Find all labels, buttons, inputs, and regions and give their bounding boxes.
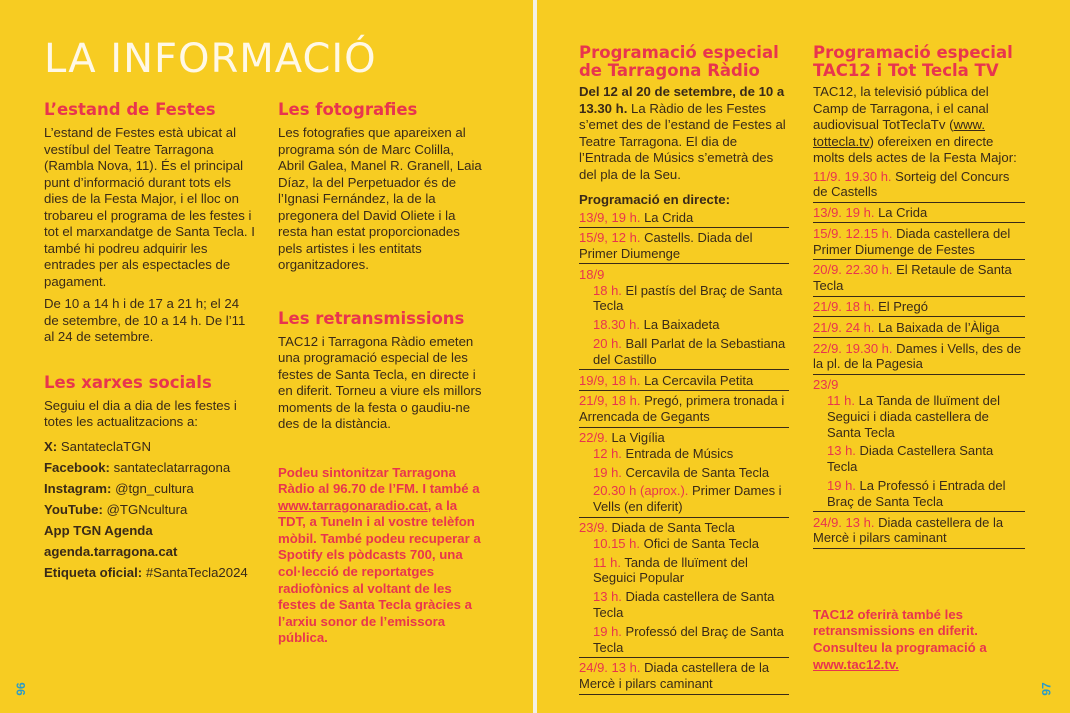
program-day-group xyxy=(579,430,789,517)
tv-heading-line2: TAC12 i Tot Tecla TV xyxy=(813,61,999,80)
program-item xyxy=(579,393,789,427)
event-time: 15/9, 12 h. xyxy=(579,230,641,246)
event-title: Sorteig del Concurs de Castells xyxy=(813,168,1010,200)
event-title: Diada castellera del Primer Diumenge de Festes xyxy=(813,225,1011,257)
program-sub-item xyxy=(579,536,789,552)
program-item xyxy=(813,205,1025,223)
program-item xyxy=(813,299,1025,317)
program-entry xyxy=(579,660,789,692)
social-item[interactable] xyxy=(44,544,256,561)
program-day xyxy=(579,430,789,446)
program-item xyxy=(813,320,1025,338)
event-time: 11 h. xyxy=(593,554,621,570)
radio-website-link[interactable]: www.tarragonaradio.cat xyxy=(278,497,428,513)
event-time: 23/9 xyxy=(813,377,839,393)
event-title: El Pregó xyxy=(874,299,928,315)
event-title: Ofici de Santa Tecla xyxy=(640,535,759,551)
program-item xyxy=(813,341,1025,375)
social-label: App TGN Agenda xyxy=(44,522,153,538)
social-label: agenda.tarragona.cat xyxy=(44,543,178,559)
event-title: Entrada de Músics xyxy=(621,445,734,461)
program-sub-item xyxy=(579,465,789,481)
section-heading-estand: L’estand de Festes xyxy=(44,100,216,119)
social-item[interactable] xyxy=(44,502,256,519)
event-time: 13/9, 19 h. xyxy=(579,209,641,225)
social-label: Instagram: xyxy=(44,480,112,496)
social-value: @TGNcultura xyxy=(102,501,188,517)
event-time: 15/9. 12.15 h. xyxy=(813,225,893,241)
radio-heading-line2: de Tarragona Ràdio xyxy=(579,61,760,80)
program-entry xyxy=(579,393,789,425)
program-sub-item xyxy=(579,624,789,656)
event-title: La Baixada de l’Àliga xyxy=(874,319,1000,335)
program-entry xyxy=(813,320,1025,336)
social-label: Facebook: xyxy=(44,459,110,475)
program-day-group xyxy=(579,520,789,658)
event-title: Diada Castellera Santa Tecla xyxy=(827,443,994,475)
program-sub-item xyxy=(579,555,789,587)
tv-program-list xyxy=(813,169,1025,549)
tv-intro xyxy=(813,84,1025,167)
tv-heading-line1: Programació especial xyxy=(813,43,1013,62)
social-value: santateclatarragona xyxy=(109,459,231,475)
page-number-left: 96 xyxy=(13,682,28,696)
program-sub-item xyxy=(579,589,789,621)
program-entry xyxy=(813,299,1025,315)
program-sub-item xyxy=(579,446,789,462)
program-entry xyxy=(813,515,1025,547)
event-time: 24/9. 13 h. xyxy=(813,514,875,530)
estand-hours: De 10 a 14 h i de 17 a 21 h; el 24 de setembre, de 10 a 14 h. De l’11 al 24 de setembre. xyxy=(44,296,246,344)
middle-column xyxy=(278,101,483,647)
event-title: Cercavila de Santa Tecla xyxy=(621,464,770,480)
section-heading-retransmissions: Les retransmissions xyxy=(278,308,465,328)
event-title: La Baixadeta xyxy=(640,317,720,333)
radio-promo-text: Podeu sintonitzar Tarragona Ràdio al 96.70 de l’FM. I també a xyxy=(278,464,480,497)
left-page xyxy=(0,0,533,713)
event-time: 19/9, 18 h. xyxy=(579,372,641,388)
left-column xyxy=(44,101,256,586)
event-time: 18.30 h. xyxy=(593,317,640,333)
program-sub-item xyxy=(579,283,789,315)
social-label: Etiqueta oficial: xyxy=(44,564,143,580)
event-title: La Vigília xyxy=(607,430,665,446)
event-title: Primer Dames i Vells (en diferit) xyxy=(593,483,782,515)
program-sub-item xyxy=(813,443,1025,475)
tottecla-link[interactable]: www. tottecla.tv xyxy=(813,117,986,149)
radio-column xyxy=(579,44,789,697)
event-time: 19 h. xyxy=(827,478,856,494)
tv-column xyxy=(813,44,1025,673)
event-time: 22/9. xyxy=(579,430,608,446)
program-entry xyxy=(813,169,1025,201)
social-list xyxy=(44,439,256,582)
event-title: El Retaule de Santa Tecla xyxy=(813,262,1012,294)
event-time: 18/9 xyxy=(579,266,605,282)
radio-heading-line1: Programació especial xyxy=(579,43,779,62)
program-entry xyxy=(579,373,789,389)
event-title: Castells. Diada del Primer Diumenge xyxy=(579,230,753,262)
program-entry xyxy=(579,210,789,226)
event-title: La Tanda de lluïment del Seguici i diada castellera de Santa Tecla xyxy=(827,393,1000,440)
event-time: 18 h. xyxy=(593,282,622,298)
section-heading-xarxes: Les xarxes socials xyxy=(44,372,212,392)
program-item xyxy=(579,230,789,264)
social-item[interactable] xyxy=(44,523,256,540)
social-value: SantateclaTGN xyxy=(57,438,152,454)
radio-promo xyxy=(278,465,483,648)
program-day xyxy=(579,520,789,536)
event-title: Diada castellera de Santa Tecla xyxy=(593,589,775,621)
program-item xyxy=(579,373,789,391)
section-heading-fotografies: Les fotografies xyxy=(278,100,418,119)
estand-paragraph: L’estand de Festes està ubicat al vestíbul del Teatre Tarragona (Rambla Nova, 11). És el principal punt d’informació durant tots els dies de la Festa Major, i el lloc on trobareu el programa de les festes i tot el marxandatge de Santa Tecla. I també hi podreu adquirir les entrades per als espectacles de pagament. xyxy=(44,125,255,289)
program-item xyxy=(813,169,1025,203)
program-entry xyxy=(579,230,789,262)
program-entry xyxy=(813,262,1025,294)
event-time: 12 h. xyxy=(593,445,622,461)
page-number-right: 97 xyxy=(1039,682,1054,696)
event-time: 13 h. xyxy=(827,443,856,459)
event-title: Diada castellera de la Mercè i pilars caminant xyxy=(813,514,1004,546)
tv-note xyxy=(813,607,1025,673)
radio-intro-text: La Ràdio de les Festes s’emet des de l’estand de Festes al Teatre Tarragona. El dia de l’Entrada de Músics s’emetrà des del pla de la Seu. xyxy=(579,100,786,182)
event-time: 22/9. 19.30 h. xyxy=(813,340,893,356)
program-item xyxy=(813,262,1025,296)
program-sub-item xyxy=(579,483,789,515)
event-title: Ball Parlat de la Sebastiana del Castillo xyxy=(593,336,786,367)
event-title: Dames i Vells, des de la pl. de la Pagesia xyxy=(813,340,1022,372)
event-time: 20.30 h (aprox.). xyxy=(593,483,689,499)
program-entry xyxy=(813,341,1025,373)
program-day xyxy=(813,377,1025,393)
event-title: Diada castellera de la Mercè i pilars caminant xyxy=(579,660,770,692)
radio-promo-text-after: , a la TDT, a TuneIn i al vostre telèfon mòbil. També podeu recuperar a Spotify els pòdcasts 700, una col·lecció de reportatges radiofònics al voltant de les festes de Santa Tecla gràcies a l’arxiu sonor de l’emissora pública. xyxy=(278,497,481,646)
tv-note-text: TAC12 oferirà també les retransmissions en diferit. Consulteu la programació a xyxy=(813,606,987,655)
program-item xyxy=(579,210,789,228)
social-label: X: xyxy=(44,438,58,454)
program-day-group xyxy=(813,377,1025,512)
event-time: 19 h. xyxy=(593,623,622,639)
event-time: 24/9. 13 h. xyxy=(579,660,641,676)
event-time: 21/9. 24 h. xyxy=(813,319,875,335)
radio-program-list xyxy=(579,210,789,695)
event-time: 10.15 h. xyxy=(593,535,640,551)
event-title: Pregó, primera tronada i Arrencada de Gegants xyxy=(579,393,785,425)
program-day-group xyxy=(579,267,789,370)
event-time: 23/9. xyxy=(579,520,608,536)
event-title: El pastís del Braç de Santa Tecla xyxy=(593,282,783,314)
event-time: 21/9, 18 h. xyxy=(579,393,641,409)
event-title: La Professó i Entrada del Braç de Santa Tecla xyxy=(827,478,1006,509)
program-item xyxy=(813,226,1025,260)
event-time: 13/9. 19 h. xyxy=(813,205,875,221)
radio-intro-bold: Del 12 al 20 de setembre, de 10 a 13.30 h. xyxy=(579,84,785,116)
social-value: #SantaTecla2024 xyxy=(142,564,248,580)
event-time: 11/9. 19.30 h. xyxy=(813,168,892,184)
tac12-link[interactable]: www.tac12.tv. xyxy=(813,656,899,672)
program-sub-item xyxy=(579,317,789,333)
event-time: 11 h. xyxy=(827,393,855,409)
event-title: La Crida xyxy=(640,209,694,225)
event-time: 13 h. xyxy=(593,589,622,605)
social-item[interactable] xyxy=(44,460,256,477)
event-time: 20/9. 22.30 h. xyxy=(813,262,893,278)
radio-intro xyxy=(579,84,789,183)
event-time: 20 h. xyxy=(593,336,622,352)
retransmissions-paragraph: TAC12 i Tarragona Ràdio emeten una programació especial de les festes de Santa Tecla, en directe i en diferit. Torneu a viure els millors moments de la festa o gaudiu-ne des de la distància. xyxy=(278,333,482,431)
event-time: 21/9. 18 h. xyxy=(813,299,875,315)
event-title: La Crida xyxy=(874,205,928,221)
event-time: 19 h. xyxy=(593,464,622,480)
live-heading: Programació en directe: xyxy=(579,192,730,207)
right-page xyxy=(537,0,1070,713)
xarxes-intro: Seguiu el dia a dia de les festes i totes les actualitzacions a: xyxy=(44,397,237,429)
fotografies-paragraph: Les fotografies que apareixen al programa són de Marc Colilla, Abril Galea, Manel R. Granell, Laia Díaz, la del Perpetuador és de l’Ignasi Fernández, la de la pregonera del David Oliete i la resta han estat proporcionades pels artistes i les entitats organitzadores. xyxy=(278,125,482,272)
section-heading-tv xyxy=(813,44,1025,80)
program-entry xyxy=(813,226,1025,258)
program-day xyxy=(579,267,789,283)
event-title: La Cercavila Petita xyxy=(640,372,754,388)
program-item xyxy=(813,515,1025,549)
social-item[interactable] xyxy=(44,565,256,582)
program-sub-item xyxy=(813,478,1025,510)
social-item[interactable] xyxy=(44,481,256,498)
event-title: Tanda de lluïment del Seguici Popular xyxy=(593,554,748,586)
program-sub-item xyxy=(579,336,789,368)
program-item xyxy=(579,660,789,694)
section-heading-radio xyxy=(579,44,789,80)
program-entry xyxy=(813,205,1025,221)
event-title: Diada de Santa Tecla xyxy=(607,520,735,536)
tv-intro-text-after: ) ofereixen en directe molts dels actes de la Festa Major: xyxy=(813,133,1017,165)
social-label: YouTube: xyxy=(44,501,103,517)
tv-intro-text: TAC12, la televisió pública del Camp de Tarragona, i el canal audiovisual TotTeclaTv ( xyxy=(813,84,989,132)
program-sub-item xyxy=(813,393,1025,440)
page-title: LA INFORMACIÓ xyxy=(44,36,377,82)
social-value: @tgn_cultura xyxy=(111,480,194,496)
social-item[interactable] xyxy=(44,439,256,456)
event-title: Professó del Braç de Santa Tecla xyxy=(593,623,784,655)
